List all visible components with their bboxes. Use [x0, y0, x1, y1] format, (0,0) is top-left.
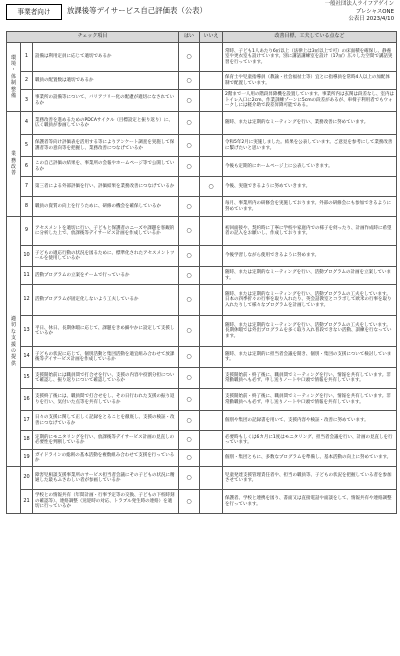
- item-number: 17: [21, 411, 33, 431]
- improvement-note: 随時、または定期的なミーティングを行い、活動プログラムの計画を立案しています。: [223, 267, 397, 285]
- yes-mark: ○: [179, 246, 200, 267]
- category-char: 援: [10, 341, 16, 348]
- check-item: 支援開始前には職員間で打合せを行い、支援の内容や役割分担について確認し、振り返りについて確認しているか: [33, 368, 179, 389]
- table-row: [7, 157, 397, 177]
- no-mark: [200, 43, 223, 72]
- publication-date: 公表日 2023/4/10: [348, 16, 394, 23]
- table-row: [7, 411, 397, 431]
- item-number: 6: [21, 157, 33, 177]
- item-number: 21: [21, 490, 33, 514]
- item-number: 7: [21, 177, 33, 197]
- no-mark: [200, 316, 223, 347]
- improvement-note: 支援開始前・終了後に、職員間でミーティングを行い、情報を共有しています。非常勤職員へも必ず、申し送りノートや口頭で情報を共有しています。: [223, 389, 397, 411]
- improvement-note: 常時、子ども1人あたり6㎡以上（法律上は3㎡以上で可）の床面積を確保し、静養室や更衣室も設けています。別に講話講練室を設け（17㎡）広々した空間で講話実習を行っています。: [223, 43, 397, 72]
- improvement-note: 随時、または定期的なミーティングを行い、業務改善に努めています。: [223, 112, 397, 135]
- yes-mark: ○: [179, 217, 200, 246]
- category-char: 提: [10, 354, 16, 361]
- item-number: 3: [21, 90, 33, 112]
- table-row: [7, 285, 397, 316]
- improvement-note: 毎月、事業所内の研修会を実施しております。外部の研修会にも参加できるように努めています。: [223, 197, 397, 217]
- improvement-note: 令和5年2月に実施しました。結果を公表しています。ご意見を参考にして業務改善に繋げたいと思います。: [223, 135, 397, 157]
- improvement-note: 個別・集団ともに、多数なプログラムを準備し、基本活動の向上に努めています。: [223, 450, 397, 467]
- category-cell: [7, 112, 21, 217]
- item-number: 20: [21, 467, 33, 490]
- check-item: 業務改善を進めるためのPDCAサイクル（目標設定と振り返り）に、広く職員が参画しているか: [33, 112, 179, 135]
- item-number: 12: [21, 285, 33, 316]
- item-number: 15: [21, 368, 33, 389]
- check-item: 子どもの適応行動の状況を図るために、標準化されたアセスメントツールを使用しているか: [33, 246, 179, 267]
- check-item: 職員の資質の向上を行うために、研修の機会を確保しているか: [33, 197, 179, 217]
- table-header-row: [7, 32, 397, 43]
- yes-mark: ○: [179, 431, 200, 450]
- check-item: 学校との情報共有（年間計画・行事予定等の交換、子どもの下校時刻の確認等）、連絡調整（送迎時の対応、トラブル発生時の連絡）を適切に行っているか: [33, 490, 179, 514]
- category-char: 備: [10, 93, 16, 100]
- item-number: 1: [21, 43, 33, 72]
- no-mark: [200, 157, 223, 177]
- table-row: [7, 450, 397, 467]
- check-item: 保護者等向け評価表を活用する等によりアンケート調査を実施して保護者等の意向等を把握し、業務改善につなげているか: [33, 135, 179, 157]
- improvement-note: 個別や集団の記録書を用いて、支援内容や検証・改善に努めています。: [223, 411, 397, 431]
- yes-mark: ○: [179, 43, 200, 72]
- table-row: [7, 72, 397, 90]
- no-mark: [200, 347, 223, 368]
- improvement-note: 今後学習しながら使用できるように努めます。: [223, 246, 397, 267]
- category-cell: [7, 467, 21, 514]
- no-mark: [200, 411, 223, 431]
- header-no: いいえ: [200, 32, 223, 43]
- yes-mark: ○: [179, 467, 200, 490]
- category-char: 業: [10, 151, 16, 158]
- organization-block: [325, 1, 394, 24]
- improvement-note: 随時、または定期的なミーティングを行い、活動プログラムの工夫をしています。長期休暇では外出プログラムを多く取り入れ普段できない活動、訓練を行なっています。: [223, 316, 397, 347]
- table-row: [7, 177, 397, 197]
- table-row: [7, 267, 397, 285]
- header-improvement: 改善目標、工夫している点など: [223, 32, 397, 43]
- yes-mark: ○: [179, 90, 200, 112]
- category-char: の: [10, 347, 16, 354]
- improvement-note: 支援開始前・終了後に、職員間でミーティングを行い、情報を共有しています。非常勤職員へも必ず、申し送りノートや口頭で情報を共有しています。: [223, 368, 397, 389]
- check-item: 活動プログラムの立案をチームで行っているか: [33, 267, 179, 285]
- yes-mark: ○: [179, 347, 200, 368]
- no-mark: [200, 267, 223, 285]
- category-char: ・: [10, 67, 16, 74]
- no-mark: [200, 197, 223, 217]
- item-number: 9: [21, 217, 33, 246]
- yes-mark: ○: [179, 490, 200, 514]
- improvement-note: 保育士や児童指導員（教諭・社会福祉士等）宜とに指導員を常時4人以上の加配体制で配置しています。: [223, 72, 397, 90]
- table-row: [7, 90, 397, 112]
- check-item: 第三者による外部評価を行い、評価結果を業務改善につなげているか: [33, 177, 179, 197]
- no-mark: [200, 72, 223, 90]
- no-mark: [200, 467, 223, 490]
- evaluation-table: [6, 31, 397, 514]
- improvement-note: 初回面接や、契約時に丁寧に学校や家庭内での様子を伺ったり、計画作成時に希望者の記入をお願いし、作成しております。: [223, 217, 397, 246]
- table-row: [7, 368, 397, 389]
- yes-mark: ○: [179, 197, 200, 217]
- check-item: 設備は利用定員に応じて適切であるか: [33, 43, 179, 72]
- yes-mark: ○: [179, 450, 200, 467]
- category-char: 整: [10, 86, 16, 93]
- category-char: 制: [10, 80, 16, 87]
- check-item: 定期的にモニタリングを行い、放課後等デイサービス計画の見直しの必要性を判断しているか: [33, 431, 179, 450]
- improvement-note: 必要時もしくは6カ月に1度はモニタリング、担当者会議を行い、計画の見直しを行っています。: [223, 431, 397, 450]
- category-char: 体: [10, 73, 16, 80]
- category-char: 適: [10, 315, 16, 322]
- category-char: 境: [10, 60, 16, 67]
- yes-mark: [179, 177, 200, 197]
- item-number: 13: [21, 316, 33, 347]
- yes-mark: ○: [179, 368, 200, 389]
- item-number: 19: [21, 450, 33, 467]
- check-item: この自己評価の結果を、事業所の会報やホームページ等で公開しているか: [33, 157, 179, 177]
- no-mark: [200, 450, 223, 467]
- item-number: 16: [21, 389, 33, 411]
- item-number: 4: [21, 112, 33, 135]
- yes-mark: ○: [179, 135, 200, 157]
- table-row: [7, 43, 397, 72]
- check-item: 事業所の設備等について、バリアフリー化の配慮が適切になされているか: [33, 90, 179, 112]
- facility-name: プレシャスONE: [355, 8, 394, 15]
- table-row: [7, 490, 397, 514]
- header-yes: はい: [179, 32, 200, 43]
- category-char: 環: [10, 54, 16, 61]
- table-row: [7, 431, 397, 450]
- document-header: [0, 0, 400, 28]
- document-title: 放課後等デイサービス自己評価表（公表）: [67, 6, 207, 15]
- yes-mark: ○: [179, 316, 200, 347]
- category-char: 支: [10, 335, 16, 342]
- table-row: [7, 217, 397, 246]
- improvement-note: 今後、実施できるように努めていきます。: [223, 177, 397, 197]
- no-mark: [200, 368, 223, 389]
- improvement-note: 随時、または定期的に担当者会議を開き、個別・集団の支援について検討しています。: [223, 347, 397, 368]
- check-item: アセスメントを適切に行い、子どもと保護者のニーズや課題を客観的に分析した上で、放課後等デイサービス計画を作成しているか: [33, 217, 179, 246]
- category-char: 供: [10, 360, 16, 367]
- category-cell: [7, 217, 21, 467]
- yes-mark: ○: [179, 411, 200, 431]
- item-number: 5: [21, 135, 33, 157]
- item-number: 14: [21, 347, 33, 368]
- table-row: [7, 112, 397, 135]
- item-number: 11: [21, 267, 33, 285]
- item-number: 8: [21, 197, 33, 217]
- table-row: [7, 197, 397, 217]
- item-number: 10: [21, 246, 33, 267]
- yes-mark: ○: [179, 72, 200, 90]
- no-mark: [200, 246, 223, 267]
- check-item: 日々の支援に関して正しく記録をとることを徹底し、支援の検証・改善につなげているか: [33, 411, 179, 431]
- table-row: [7, 467, 397, 490]
- check-item: 平日、休日、長期休暇に応じて、課題をきめ細やかに設定して支援しているか: [33, 316, 179, 347]
- no-mark: [200, 112, 223, 135]
- category-char: 務: [10, 157, 16, 164]
- check-item: 職員の配置数は適切であるか: [33, 72, 179, 90]
- category-char: 改: [10, 164, 16, 170]
- table-row: [7, 389, 397, 411]
- category-char: 切: [10, 322, 16, 329]
- no-mark: [200, 285, 223, 316]
- yes-mark: ○: [179, 112, 200, 135]
- table-row: [7, 316, 397, 347]
- item-number: 2: [21, 72, 33, 90]
- yes-mark: ○: [179, 389, 200, 411]
- no-mark: [200, 135, 223, 157]
- no-mark: [200, 431, 223, 450]
- item-number: 18: [21, 431, 33, 450]
- no-mark: [200, 389, 223, 411]
- check-item: 障害児相談支援事業所のサービス担当者会議にその子どもの状況に精通した最もふさわしい者が参画しているか: [33, 467, 179, 490]
- check-item: ガイドラインの総則の基本活動を複数組み合わせて支援を行っているか: [33, 450, 179, 467]
- no-mark: ○: [200, 177, 223, 197]
- yes-mark: ○: [179, 285, 200, 316]
- improvement-note: 児童発達支援管理責任者や、担当の職員等、子どもの状況を把握している者を参加させています。: [223, 467, 397, 490]
- no-mark: [200, 90, 223, 112]
- yes-mark: ○: [179, 157, 200, 177]
- check-item: 子どもの状況に応じて、個別活動と集団活動を適宜組み合わせて放課後等デイサービス計画を作成しているか: [33, 347, 179, 368]
- category-cell: [7, 43, 21, 112]
- category-char: 善: [10, 170, 16, 177]
- yes-mark: ○: [179, 267, 200, 285]
- improvement-note: 今後も定期的にホームページ上に公表していきます。: [223, 157, 397, 177]
- category-char: な: [10, 328, 16, 335]
- audience-badge: 事業者向け: [6, 4, 62, 20]
- organization-name: 一般社団法人ライフアゲイン: [324, 1, 394, 7]
- table-row: [7, 347, 397, 368]
- header-check-item: チェック項目: [7, 32, 179, 43]
- no-mark: [200, 490, 223, 514]
- improvement-note: 保護者、学校と連携を図り、書面又は直接電話や面談をして、情報共有や連絡調整を行っています。: [223, 490, 397, 514]
- no-mark: [200, 217, 223, 246]
- check-item: 支援終了後には、職員間で打合せをし、その日行われた支援の振り返りを行い、気付いた点等を共有しているか: [33, 389, 179, 411]
- table-row: [7, 246, 397, 267]
- improvement-note: 随時、または定期的なミーティングを行い、活動プログラムの工夫をしています。日本の四季折々の行事を取り入れたり、英会話教室とコラボして欧米の行事を取り入れたりして様々なプログラムを計画しています。: [223, 285, 397, 316]
- improvement-note: 2階まで一人用の階段昇降機を設置しています。事業所内は玄関は段差なし、室内はトイレ入口に2cm、作業訓練ゾーンに5cmの段差があるが、車椅子利用者でもウォークしには軽介助で段差昇降可能である。: [223, 90, 397, 112]
- table-row: [7, 135, 397, 157]
- check-item: 活動プログラムが固定化しないよう工夫しているか: [33, 285, 179, 316]
